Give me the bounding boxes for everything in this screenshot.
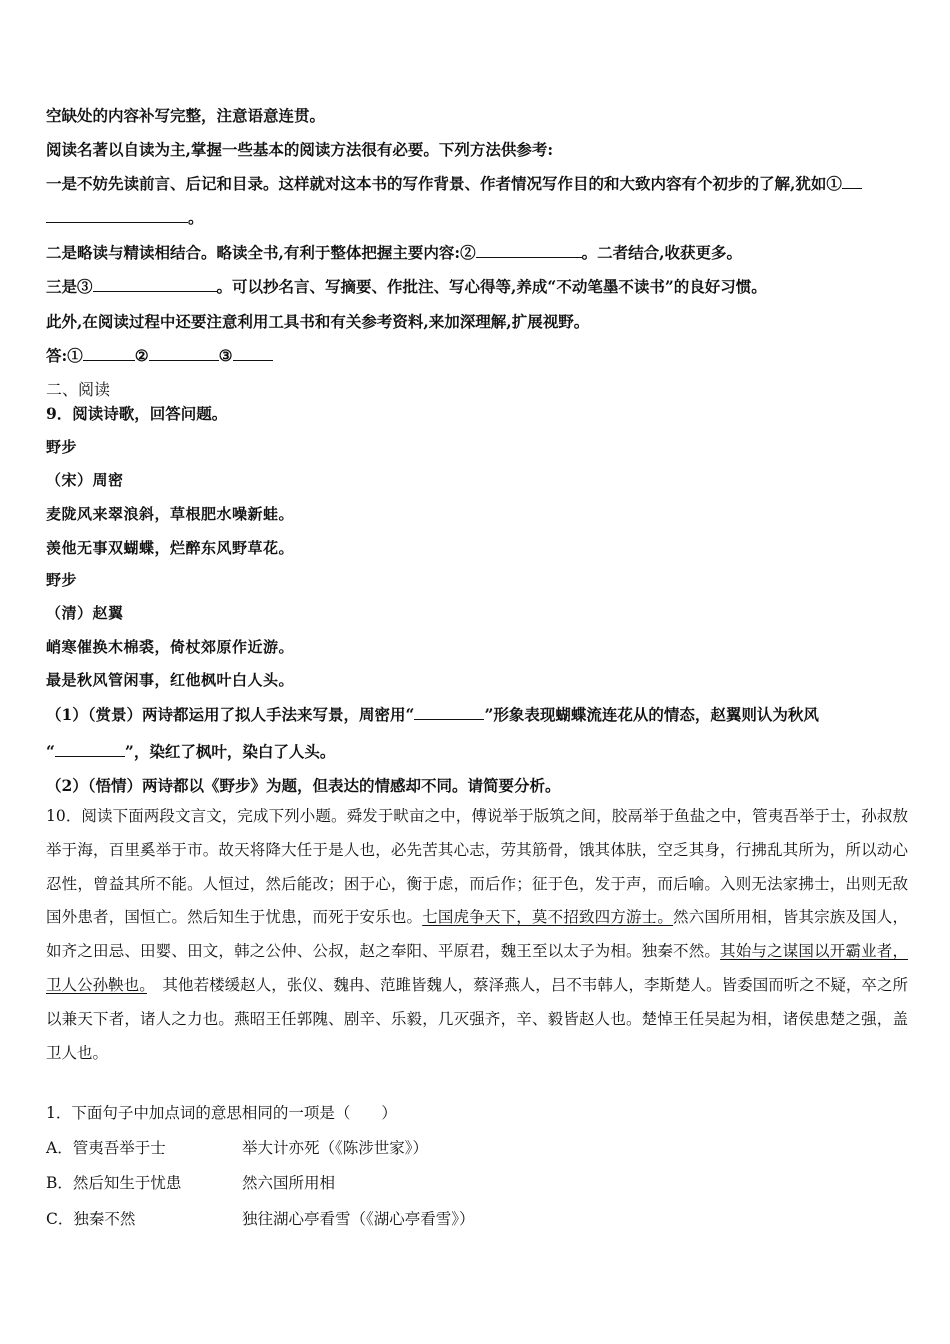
q9-sub1 <box>46 703 819 725</box>
q10-passage-part-2: 然六国所用相，皆其宗族及国人，如齐之田忌、田婴、田文，韩之公仲、公叔，赵之奉阳、平原君，魏王至以太子为相。独秦不然。 <box>46 908 908 961</box>
q8-method-2-text-b: 。二者结合,收获更多。 <box>581 243 743 262</box>
option-b-label[interactable]: B．然后知生于忧患 <box>46 1174 182 1192</box>
poem1-author: （宋）周密 <box>46 471 124 489</box>
q8-method-2-text-a: 二是略读与精读相结合。略读全书,有利于整体把握主要内容:② <box>46 243 476 262</box>
q8-intro: 空缺处的内容补写完整，注意语意连贯。 <box>46 106 326 125</box>
answer-blank-1-start[interactable] <box>842 174 862 189</box>
q9-title: 9．阅读诗歌，回答问题。 <box>46 404 228 423</box>
q9-sub2: （2）（悟情）两诗都以《野步》为题，但表达的情感却不同。请简要分析。 <box>46 776 561 795</box>
poem1-line-2: 羡他无事双蝴蝶，烂醉东风野草花。 <box>46 539 295 557</box>
answer-field-3[interactable] <box>233 346 273 361</box>
answer-blank-1[interactable] <box>46 208 188 223</box>
q8-method-3 <box>46 275 767 297</box>
q9-sub1-text-a: （1）（赏景）两诗都运用了拟人手法来写景，周密用“ <box>46 705 415 724</box>
q9-sub1-text-c: “ <box>46 742 55 761</box>
answer-field-2[interactable] <box>149 346 219 361</box>
option-b-compare: 然六国所用相 <box>242 1174 336 1192</box>
section-heading: 二、阅读 <box>46 380 111 399</box>
option-c-label[interactable]: C．独秦不然 <box>46 1210 136 1228</box>
answer-field-1[interactable] <box>83 346 135 361</box>
answer-label-2: ② <box>134 346 149 365</box>
q9-blank-2[interactable] <box>55 742 125 757</box>
option-a-label[interactable]: A．管夷吾举于士 <box>46 1139 166 1157</box>
q10-underlined-sentence-2: 其始与之谋国以开霸业者，卫人公孙鞅也。 <box>46 942 908 994</box>
q8-method-3-text-a: 三是③ <box>46 277 93 296</box>
q8-extra: 此外,在阅读过程中还要注意利用工具书和有关参考资料,来加深理解,扩展视野。 <box>46 312 590 331</box>
poem2-author: （清）赵翼 <box>46 604 124 622</box>
q10-passage-part-1: 10．阅读下面两段文言文，完成下列小题。舜发于畎亩之中，傅说举于版筑之间，胶鬲举于鱼盐之中，管夷吾举于士，孙叔敖举于海，百里奚举于市。故天将降大任于是人也，必先苦其心志，劳其筋骨，饿其体肤，空乏其身，行拂乱其所为，所以动心忍性，曾益其所不能。人恒过，然后能改；困于心，衡于虑，而后作；征于色，发于声，而后喻。入则无法家拂士，出则无敌国外患者，国恒亡。然后知生于忧患，而死于安乐也。 <box>46 807 908 927</box>
q10-passage-part-3: 其他若楼缓赵人，张仪、魏冉、范雎皆魏人，蔡泽燕人，吕不韦韩人，李斯楚人。皆委国而听之不疑，卒之所以兼天下者，诸人之力也。燕昭王任郭隗、剧辛、乐毅，几灭强齐，辛、毅皆赵人也。楚悼王任吴起为相，诸侯患楚之强，盖卫人也。 <box>46 975 908 1062</box>
answer-blank-2[interactable] <box>476 243 582 258</box>
poem2-line-2: 最是秋风管闲事，红他枫叶白人头。 <box>46 671 295 689</box>
answer-label: 答:① <box>46 346 83 365</box>
q8-method-2 <box>46 241 742 263</box>
q9-sub1-cont <box>46 740 335 762</box>
poem1-title: 野步 <box>46 438 78 456</box>
poem2-line-1: 峭寒催换木棉裘，倚杖郊原作近游。 <box>46 638 295 656</box>
q9-blank-1[interactable] <box>414 705 484 720</box>
option-c-compare: 独往湖心亭看雪（《湖心亭看雪》） <box>242 1210 475 1228</box>
option-a-compare: 举大计亦死（《陈涉世家》） <box>242 1139 429 1157</box>
q8-method-1-end: 。 <box>188 208 204 227</box>
answer-blank-3[interactable] <box>93 277 217 292</box>
q8-answer-line <box>46 344 273 366</box>
answer-label-3: ③ <box>218 346 233 365</box>
q8-lead: 阅读名著以自读为主,掌握一些基本的阅读方法很有必要。下列方法供参考: <box>46 140 554 159</box>
q10-underlined-sentence-1: 七国虎争天下，莫不招致四方游士。 <box>422 908 674 927</box>
q10-passage <box>46 800 908 1070</box>
poem2-title: 野步 <box>46 571 78 589</box>
q8-method-1-text: 一是不妨先读前言、后记和目录。这样就对这本书的写作背景、作者情况写作目的和大致内容有个初步的了解,犹如① <box>46 174 842 193</box>
q9-sub1-text-b: ”形象表现蝴蝶流连花从的情态，赵翼则认为秋风 <box>484 705 819 724</box>
q9-sub1-text-d: ”，染红了枫叶，染白了人头。 <box>124 742 336 761</box>
q8-method-3-text-b: 。可以抄名言、写摘要、作批注、写心得等,养成“不动笔墨不读书”的良好习惯。 <box>216 277 767 296</box>
q8-method-1-cont <box>46 206 204 228</box>
poem1-line-1: 麦陇风来翠浪斜，草根肥水噪新蛙。 <box>46 505 295 523</box>
q8-method-1 <box>46 172 862 194</box>
q10-sub1-question: 1．下面句子中加点词的意思相同的一项是（ ） <box>46 1104 397 1122</box>
